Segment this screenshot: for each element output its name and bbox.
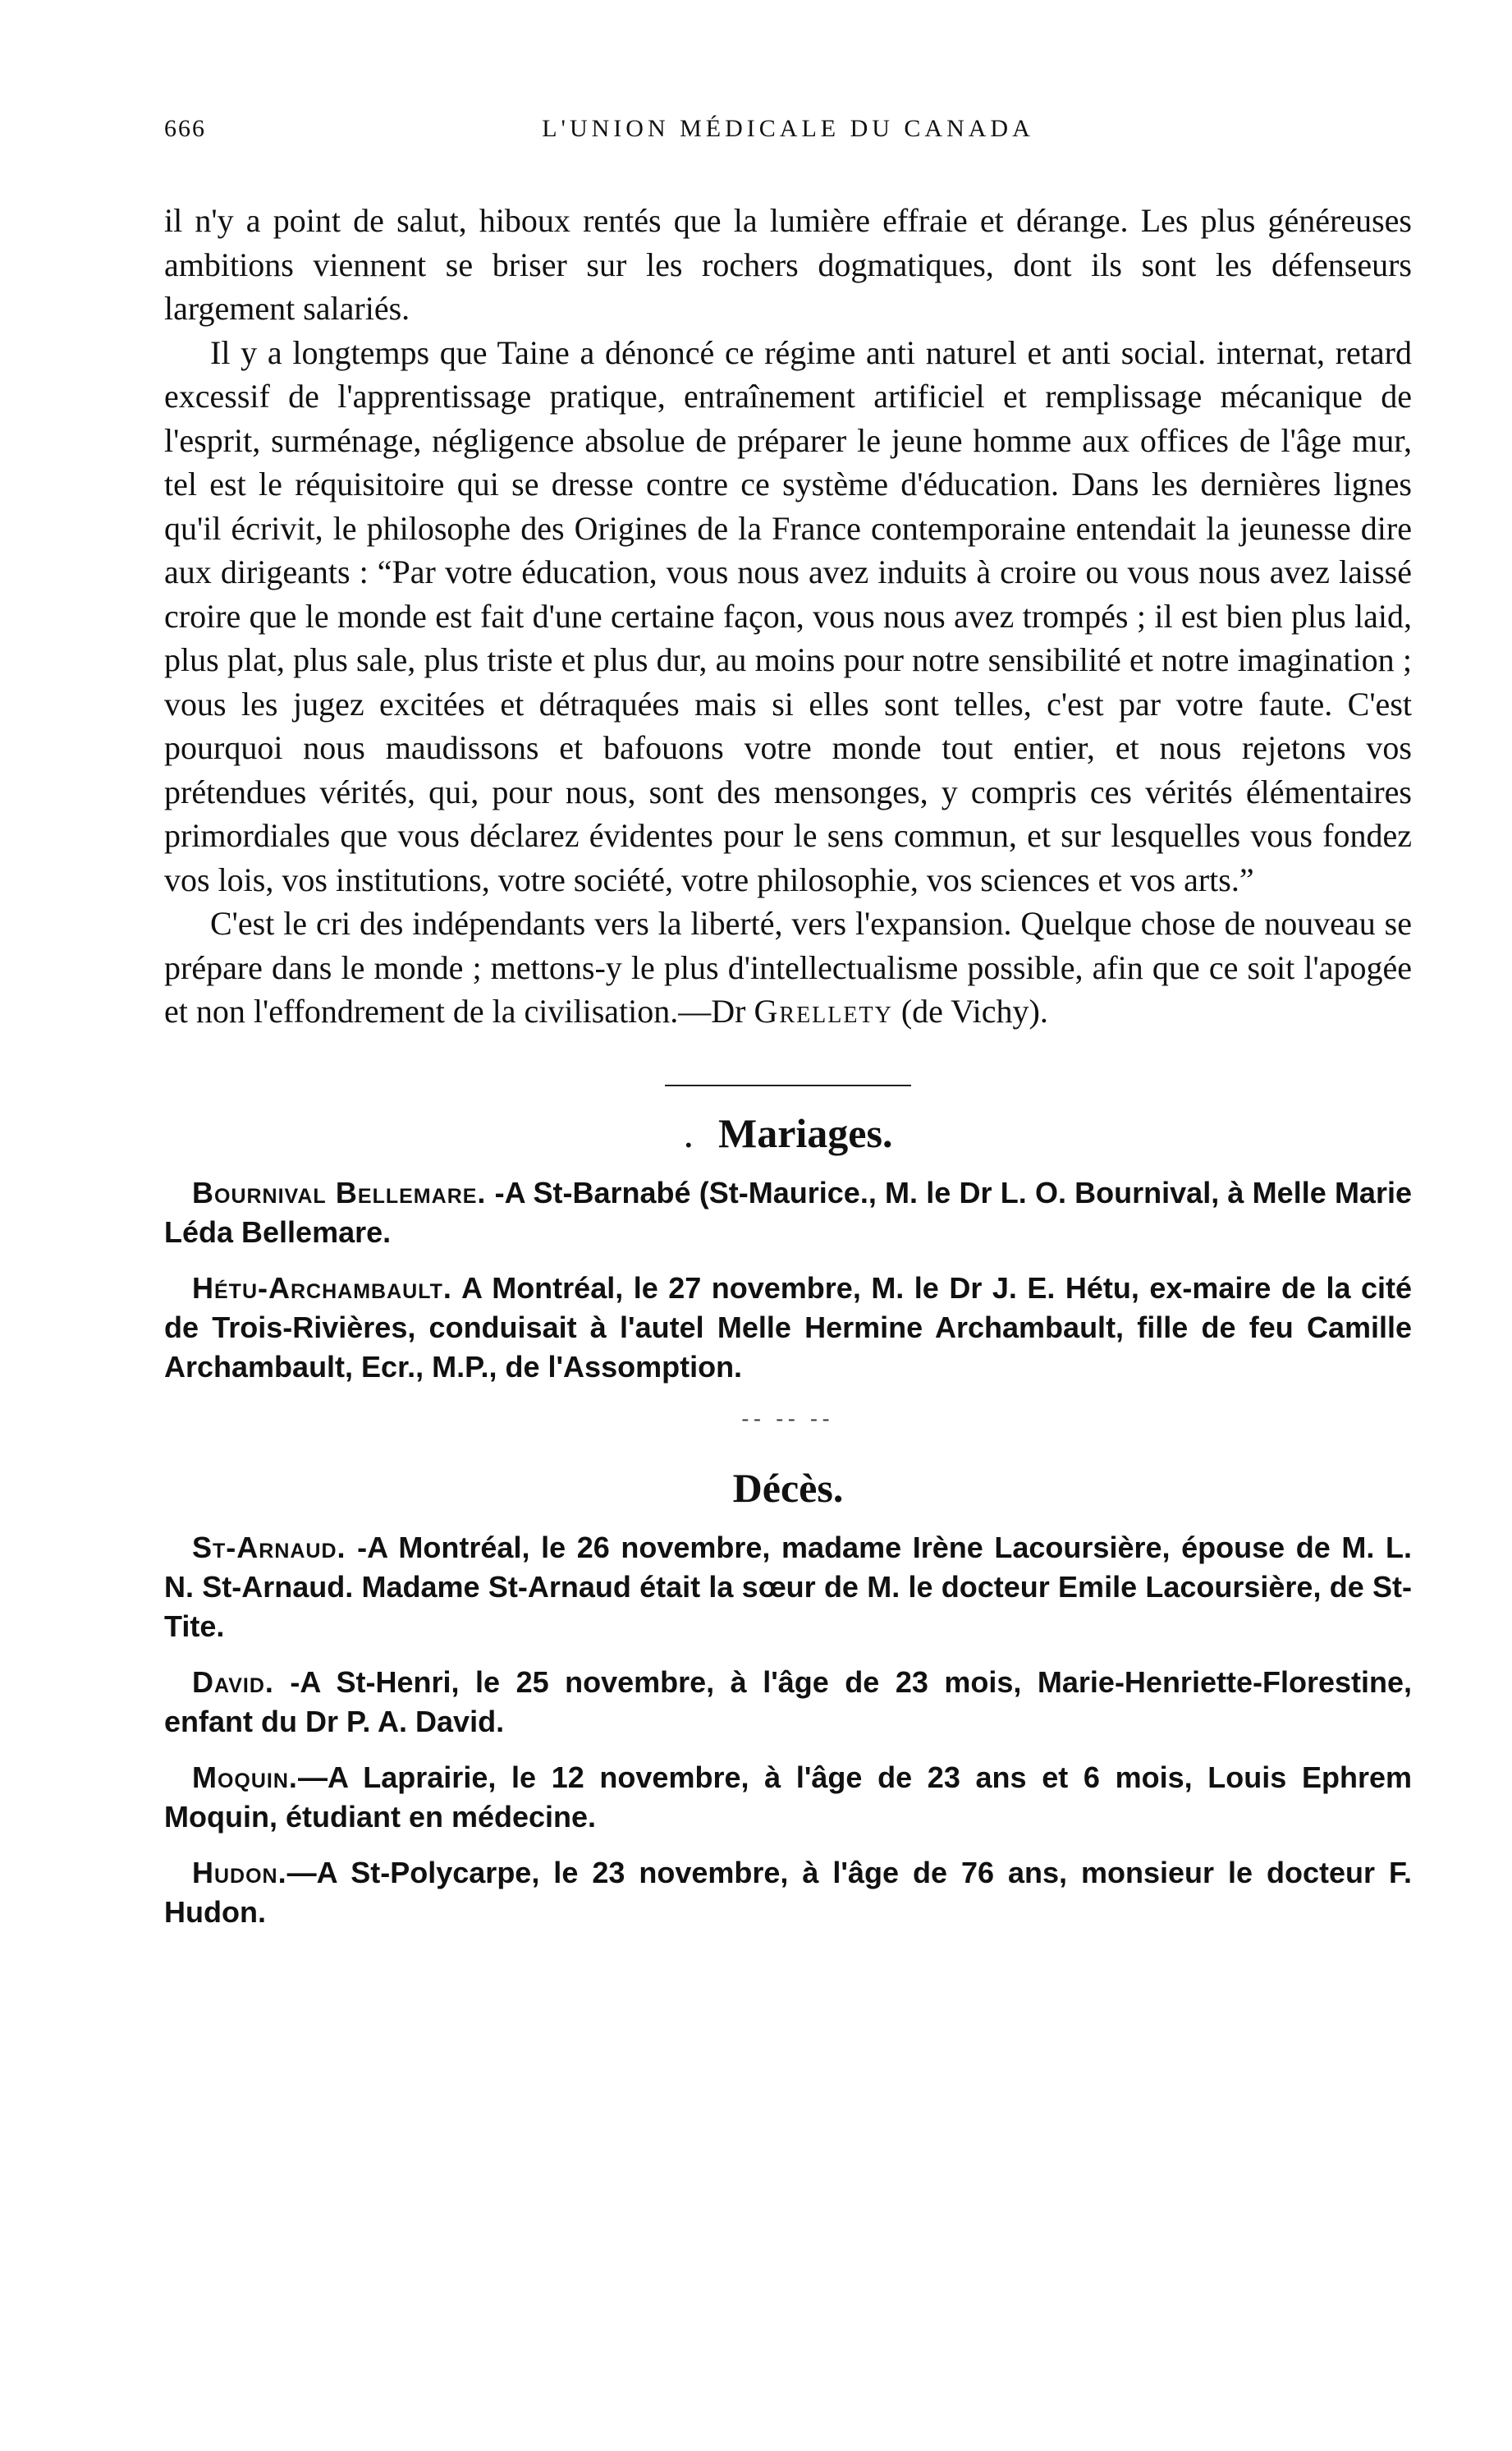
- mariages-list: [164, 1173, 1412, 1387]
- notice-text: -A St-Henri, le 25 novembre, à l'âge de 23 mois, Marie-Henriette-Florestine, enfant du Dr P. A. David.: [164, 1664, 1412, 1738]
- article-paragraph: Il y a longtemps que Taine a dénoncé ce régime anti naturel et anti social. internat, retard excessif de l'apprentissage pratique, entraînement artificiel et remplissage mécanique de l'esprit, surménage, négligence absolue de préparer le jeune homme aux offices de l'âge mur, tel est le réquisitoire qui se dresse contre ce système d'éducation. Dans les dernières lignes qu'il écrivit, le philosophe des Origines de la France contemporaine entendait la jeunesse dire aux dirigeants : “Par votre éducation, vous nous avez induits à croire ou vous nous avez laissé croire que le monde est fait d'une certaine façon, vous nous avez trompés ; il est bien plus laid, plus plat, plus sale, plus triste et plus dur, au moins pour notre sensibilité et notre imagination ; vous les jugez excitées et détraquées mais si elles sont telles, c'est par votre faute. C'est pourquoi nous maudissons et bafouons votre monde tout entier, et nous rejetons vos prétendues vérités, qui, pour nous, sont des mensonges, y compris ces vérités élémentaires primordiales que vous déclarez évidentes pour le sens commun, et sur lesquelles vous fondez vos lois, vos institutions, votre société, votre philosophie, vos sciences et vos arts.”: [164, 333, 1412, 898]
- notice-entry: [164, 1528, 1412, 1646]
- journal-title: L'UNION MÉDICALE DU CANADA: [542, 115, 1034, 142]
- notice-name: Moquin.: [192, 1760, 298, 1794]
- section-separator: -- -- --: [741, 1406, 835, 1430]
- author-name: Grellety: [754, 993, 893, 1030]
- notice-name: Bournival Bellemare.: [192, 1175, 487, 1209]
- notice-text: —A Laprairie, le 12 novembre, à l'âge de 23 ans et 6 mois, Louis Ephrem Moquin, étudiant en médecine.: [164, 1760, 1412, 1834]
- article-body: [164, 199, 1412, 1034]
- article-paragraph: il n'y a point de salut, hiboux rentés que la lumière effraie et dérange. Les plus généreuses ambitions viennent se briser sur les rochers dogmatiques, dont ils sont les défenseurs largement salariés.: [164, 202, 1412, 327]
- notice-name: Hudon.: [192, 1855, 287, 1889]
- author-place: (de Vichy).: [900, 993, 1048, 1030]
- notice-text: -A Montréal, le 26 novembre, madame Irène Lacoursière, épouse de M. L. N. St-Arnaud. Madame St-Arnaud était la sœur de M. le docteur Emile Lacoursière, de St-Tite.: [164, 1530, 1412, 1643]
- deces-heading: Décès.: [732, 1464, 844, 1511]
- page: [164, 115, 1412, 1948]
- heading-dot: .: [683, 1109, 694, 1156]
- page-number: 666: [164, 115, 206, 142]
- notice-entry: [164, 1269, 1412, 1387]
- notice-entry: [164, 1853, 1412, 1932]
- mariages-heading: [164, 1109, 1412, 1157]
- notice-entry: [164, 1663, 1412, 1742]
- notice-text: —A St-Polycarpe, le 23 novembre, à l'âge de 76 ans, monsieur le docteur F. Hudon.: [164, 1855, 1412, 1929]
- section-rule: [665, 1085, 911, 1086]
- closing-text: C'est le cri des indépendants vers la liberté, vers l'expansion. Quelque chose de nouveau se prépare dans le monde ; mettons-y le plus d'intellectualisme possible, afin que ce soit l'apogée et non l'effondrement de la civilisation.—Dr: [164, 905, 1412, 1030]
- notice-name: St-Arnaud.: [192, 1530, 346, 1564]
- notice-text: -A St-Barnabé (St-Maurice., M. le Dr L. O. Bournival, à Melle Marie Léda Bellemare.: [164, 1175, 1412, 1249]
- running-head: [164, 115, 1412, 156]
- notice-entry: [164, 1173, 1412, 1252]
- notice-name: David.: [192, 1664, 274, 1699]
- notice-name: Hétu-Archambault.: [192, 1270, 452, 1305]
- article-closing-paragraph: [164, 902, 1412, 1034]
- notice-text: A Montréal, le 27 novembre, M. le Dr J. E. Hétu, ex-maire de la cité de Trois-Rivières, conduisait à l'autel Melle Hermine Archambault, fille de feu Camille Archambault, Ecr., M.P., de l'Assomption.: [164, 1270, 1412, 1384]
- notice-entry: [164, 1758, 1412, 1837]
- mariages-heading-text: Mariages.: [718, 1109, 893, 1156]
- deces-list: [164, 1528, 1412, 1932]
